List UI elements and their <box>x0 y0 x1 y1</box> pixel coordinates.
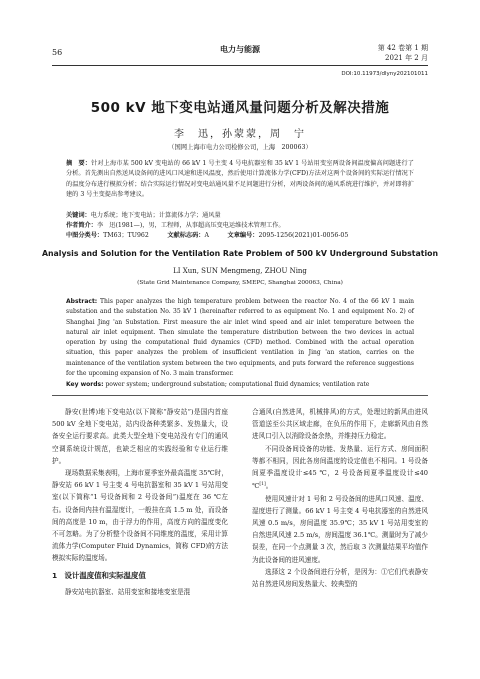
body-paragraph: 静安站电抗器室、站用变室和接地变室是混 <box>65 587 191 596</box>
abstract-cn-text: 针对上海市某 500 kV 变电站的 66 kV 1 号主变 4 号电抗器室和 35 kV 1 号站用变室两设备间温度偏高问题进行了分析。首先测出自然送风设备间的进风口风速和进风温度，然后使用计算流体力学(CFD)方法对这两个设备间的实际运行情况下的温度分布进行模拟分析；结合实际运行情况对变电站通风量不足问题进行分析，对两设备间的通风系统进行维护，并对即将扩建的 3 号主变提出参考建议。 <box>66 160 414 199</box>
page-number: 56 <box>52 48 63 57</box>
header-rule <box>52 65 428 66</box>
body-paragraph <box>252 443 428 493</box>
author-bio-label: 作者简介： <box>66 222 97 229</box>
article-id: 2095-1256(2021)01-0056-05 <box>258 232 349 239</box>
body-paragraph: 合通风(自然进风，机械排风)的方式，处理过的新风由进风管道送至公共区域走廊，在负压的作用下，走廊新风由自然进风口引入以消除设备余热，并维持压力稳定。 <box>252 408 428 441</box>
affiliation: （国网上海市电力公司检修公司，上海 200063） <box>168 144 312 151</box>
author-bio-text: 李 迅(1981—)，男，工程师，从事超高压变电运维技术管理工作。 <box>96 222 285 229</box>
abstract-cn <box>66 159 414 201</box>
body-column-right <box>252 406 428 590</box>
issue-date: 2021 年 2 月 <box>385 54 428 62</box>
abstract-en-text: This paper analyzes the high temperature problem between the reactor No. 4 of the 66 kV 1 main substation and the substation No. 35 kV 1 (hereinafter referred to as equipment No. 1 and equipment No. 2) of Shanghai Jing 'an Substation. First measure the air inlet wind speed and air inlet temperature between the natural air inlet equipment. Then simulate the temperature distribution between the two devices in actual operation by using the computational fluid dynamics (CFD) method. Combined with the actual operation situation, this paper analyzes the problem of insufficient ventilation in Jing 'an station, carries on the maintenance of the ventilation system between the two equipments, and puts forward the reference suggestions for the upcoming expansion of No. 3 main transformer. <box>66 298 414 378</box>
doc-code: A <box>204 232 209 239</box>
body-text: 不同设备间设备的功能、发热量、运行方式、房间面积等都不相同，因此各房间温度的设定值也不相同。1 号设备间夏季温度设计≤45 ℃，2 号设备间夏季温度设计≤40 ℃ <box>252 444 428 491</box>
journal-name: 电力与能源 <box>220 44 260 54</box>
abstract-en-label: Abstract: <box>66 298 98 305</box>
keywords-en-label: Key words: <box>66 381 104 388</box>
citation-ref[interactable]: [1] <box>259 482 266 488</box>
body-text: 。 <box>265 482 273 491</box>
volume-issue: 第 42 卷第 1 期 <box>377 44 428 52</box>
article-title: 500 kV 地下变电站通风量问题分析及解决措施 <box>90 100 390 116</box>
keywords-en <box>66 380 414 390</box>
doc-code-label: 文献标志码： <box>167 232 205 239</box>
english-title: Analysis and Solution for the Ventilation Rate Problem of 500 kV Underground Substation <box>41 249 439 258</box>
classification-line <box>66 231 414 241</box>
english-authors: LI Xun, SUN Mengmeng, ZHOU Ning <box>173 267 307 275</box>
keywords-cn-label: 关键词： <box>66 212 91 219</box>
keywords-cn-text: 电力系统；地下变电站；计算流体力学；通风量 <box>90 212 221 219</box>
body-paragraph: 使用风速计对 1 号和 2 号设备间的进风口风速、温度、湿度进行了测量。66 kV 1 号主变 4 号电抗器室的自然进风风速 0.5 m/s，房间温度 35.9℃；35 kV 1 号站用变室的自然进风风速 2.5 m/s，房间温度 36.1℃。测量时为了减少误差，在同一个点测量 3 次，然后取 3 次测量结果平均值作为此设备间的进风速度。 <box>252 494 428 564</box>
clc-label: 中图分类号： <box>66 232 104 239</box>
keywords-en-text: power system; underground substation; computational fluid dynamics; ventilation rate <box>105 381 370 388</box>
author-list: 李 迅，孙蒙蒙，周 宁 <box>174 129 306 140</box>
body-paragraph: 现场数据采集表明，上海市夏季室外最高温度 35℃时，静安站 66 kV 1 号主变 4 号电抗器室和 35 kV 1 号站用变室(以下简称“1 号设备间和 2 号设备间”)温度在 36 ℃左右。设备间内挂有温湿度计，一般挂在高 1.5 m 处，而设备间的高度是 10 m，由于浮力的作用，高度方向的温度变化不可忽略。为了分析整个设备间不同维度的温度，采用计算流体力学(Computer Fluid Dynamics，简称 CFD)的方法模拟实际的温度场。 <box>52 469 228 563</box>
doi[interactable]: DOI:10.11973/dlyny202101011 <box>341 71 428 77</box>
body-paragraph: 静安(世博)地下变电站(以下简称“静安站”)是国内首座 500 kV 全地下变电站，站内设备种类繁多、发热量大，设备安全运行要求高。此类大型全地下变电站没有专门的通风空调系统设计规范，也缺乏相应的实践经验和专业运行维护。 <box>52 408 228 465</box>
clc-code: TM63；TU962 <box>103 232 149 239</box>
body-paragraph: 选择这 2 个设备间进行分析，是因为：①它们代表静安站自然进风房间发热量大、较典型的 <box>252 567 428 589</box>
body-column-left <box>52 406 228 598</box>
english-affiliation: (State Grid Maintenance Company, SMEPC, Shanghai 200063, China) <box>137 280 343 286</box>
section-heading: 1 设计温度值和实际温度值 <box>52 570 146 580</box>
abstract-cn-label: 摘 要： <box>66 160 92 167</box>
author-bio <box>66 221 414 231</box>
keywords-cn <box>66 211 414 221</box>
article-id-label: 文章编号： <box>227 232 259 239</box>
abstract-en <box>66 297 414 379</box>
abstract-divider <box>52 395 428 396</box>
